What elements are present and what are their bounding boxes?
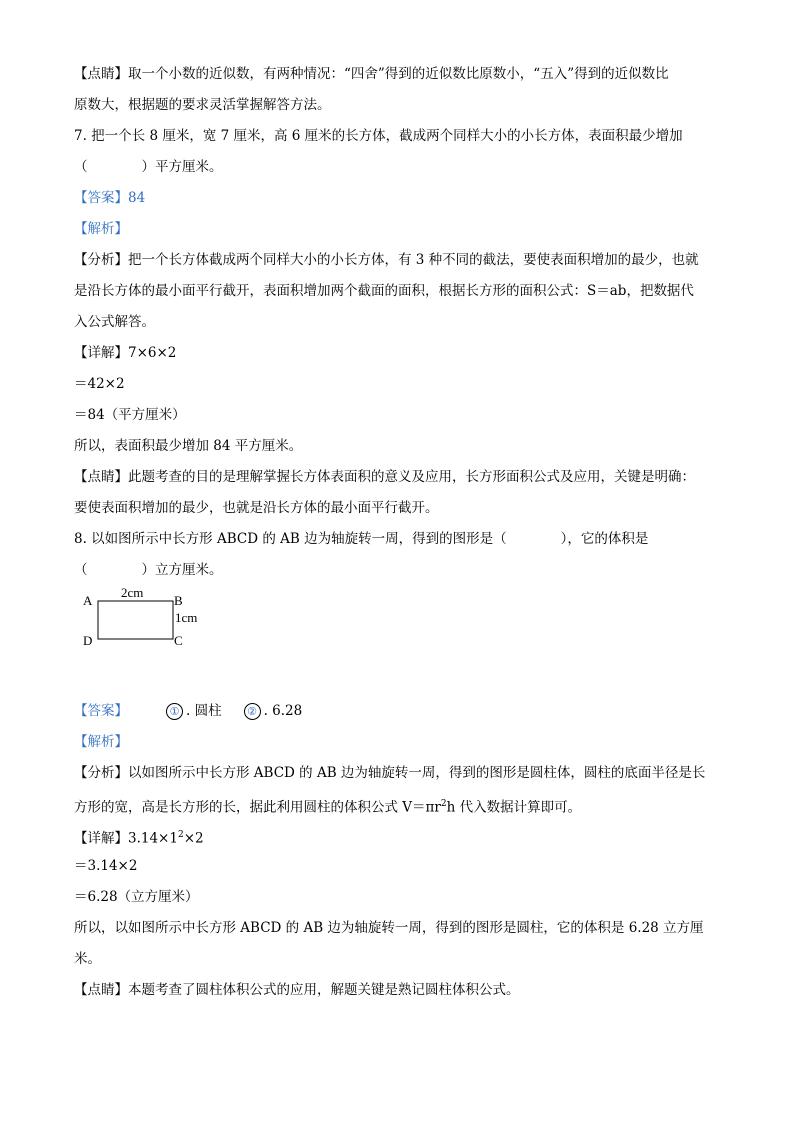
- answer-7: 【答案】84: [74, 190, 146, 206]
- detail-8-line-1: [74, 825, 722, 856]
- detail-8-line-3: ＝6.28（立方厘米）: [74, 889, 199, 905]
- answer-8: [74, 701, 722, 732]
- detail-8-line-4: 所以，以如图所示中长方形 ABCD 的 AB 边为轴旋转一周，得到的图形是圆柱，它的体积是 6.28 立方厘: [74, 920, 704, 936]
- detail-8-line-5: 米。: [74, 951, 101, 967]
- question-8-line-2: （ ）立方厘米。: [74, 562, 223, 578]
- analysis-7-line-2: 是沿长方体的最小面平行截开，表面积增加两个截面的面积，根据长方形的面积公式：S＝ab，把数据代: [74, 283, 694, 299]
- analysis-heading-8: 【解析】: [74, 734, 128, 750]
- superscript-2: 2: [440, 799, 447, 809]
- width-label: 1cm: [175, 610, 198, 625]
- analysis-8-line-2-post: h 代入数据计算即可。: [446, 799, 582, 816]
- vertex-c-label: C: [174, 633, 183, 648]
- detail-7-line-3: ＝84（平方厘米）: [74, 407, 186, 423]
- answer-8-label: 【答案】: [74, 703, 128, 719]
- length-label: 2cm: [121, 585, 144, 600]
- vertex-d-label: D: [83, 633, 93, 648]
- tip-line-2: 原数大，根据题的要求灵活掌握解答方法。: [74, 97, 331, 113]
- vertex-b-label: B: [174, 593, 183, 608]
- analysis-heading-7: 【解析】: [74, 221, 128, 237]
- detail-8-line-1-post: ×2: [183, 830, 204, 847]
- circled-number-2: ②: [244, 703, 261, 720]
- answer-8-value-1: . 圆柱: [186, 703, 222, 719]
- tip-7-line-2: 要使表面积增加的最少，也就是沿长方体的最小面平行截开。: [74, 500, 439, 516]
- detail-8-line-2: ＝3.14×2: [74, 858, 138, 874]
- detail-7-line-2: ＝42×2: [74, 376, 125, 392]
- tip-8: 【点睛】本题考查了圆柱体积公式的应用，解题关键是熟记圆柱体积公式。: [74, 982, 520, 998]
- tip-7-line-1: 【点睛】此题考查的目的是理解掌握长方体表面积的意义及应用，长方形面积公式及应用，关键是明确：: [74, 469, 695, 485]
- question-8-line-1: 8. 以如图所示中长方形 ABCD 的 AB 边为轴旋转一周，得到的图形是（ ），它的体积是: [74, 531, 649, 547]
- analysis-8-line-1: 【分析】以如图所示中长方形 ABCD 的 AB 边为轴旋转一周，得到的图形是圆柱体，圆柱的底面半径是长: [74, 765, 706, 781]
- circled-number-1: ①: [166, 703, 183, 720]
- question-7-line-2: （ ）平方厘米。: [74, 159, 223, 175]
- superscript-2: 2: [177, 830, 184, 840]
- detail-8-line-1-pre: 【详解】3.14×1: [74, 830, 178, 847]
- answer-8-value-2: . 6.28: [263, 703, 303, 719]
- detail-7-line-1: 【详解】7×6×2: [74, 345, 177, 361]
- detail-7-line-4: 所以，表面积最少增加 84 平方厘米。: [74, 438, 303, 454]
- analysis-8-line-2: [74, 794, 722, 825]
- analysis-8-line-2-pre: 方形的宽，高是长方形的长，据此利用圆柱的体积公式 V＝πr: [74, 799, 441, 816]
- tip-line-1: 【点睛】取一个小数的近似数，有两种情况：“四舍”得到的近似数比原数小，“五入”得到的近似数比: [74, 66, 669, 82]
- document-page: [74, 64, 722, 1011]
- analysis-7-line-3: 入公式解答。: [74, 314, 155, 330]
- analysis-7-line-1: 【分析】把一个长方体截成两个同样大小的小长方体，有 3 种不同的截法，要使表面积增加的最少，也就: [74, 252, 699, 268]
- rectangle-figure: [74, 585, 274, 701]
- vertex-a-label: A: [83, 593, 93, 608]
- rectangle-abcd: [98, 601, 173, 639]
- question-7-line-1: 7. 把一个长 8 厘米，宽 7 厘米，高 6 厘米的长方体，截成两个同样大小的小长方体，表面积最少增加: [74, 128, 683, 144]
